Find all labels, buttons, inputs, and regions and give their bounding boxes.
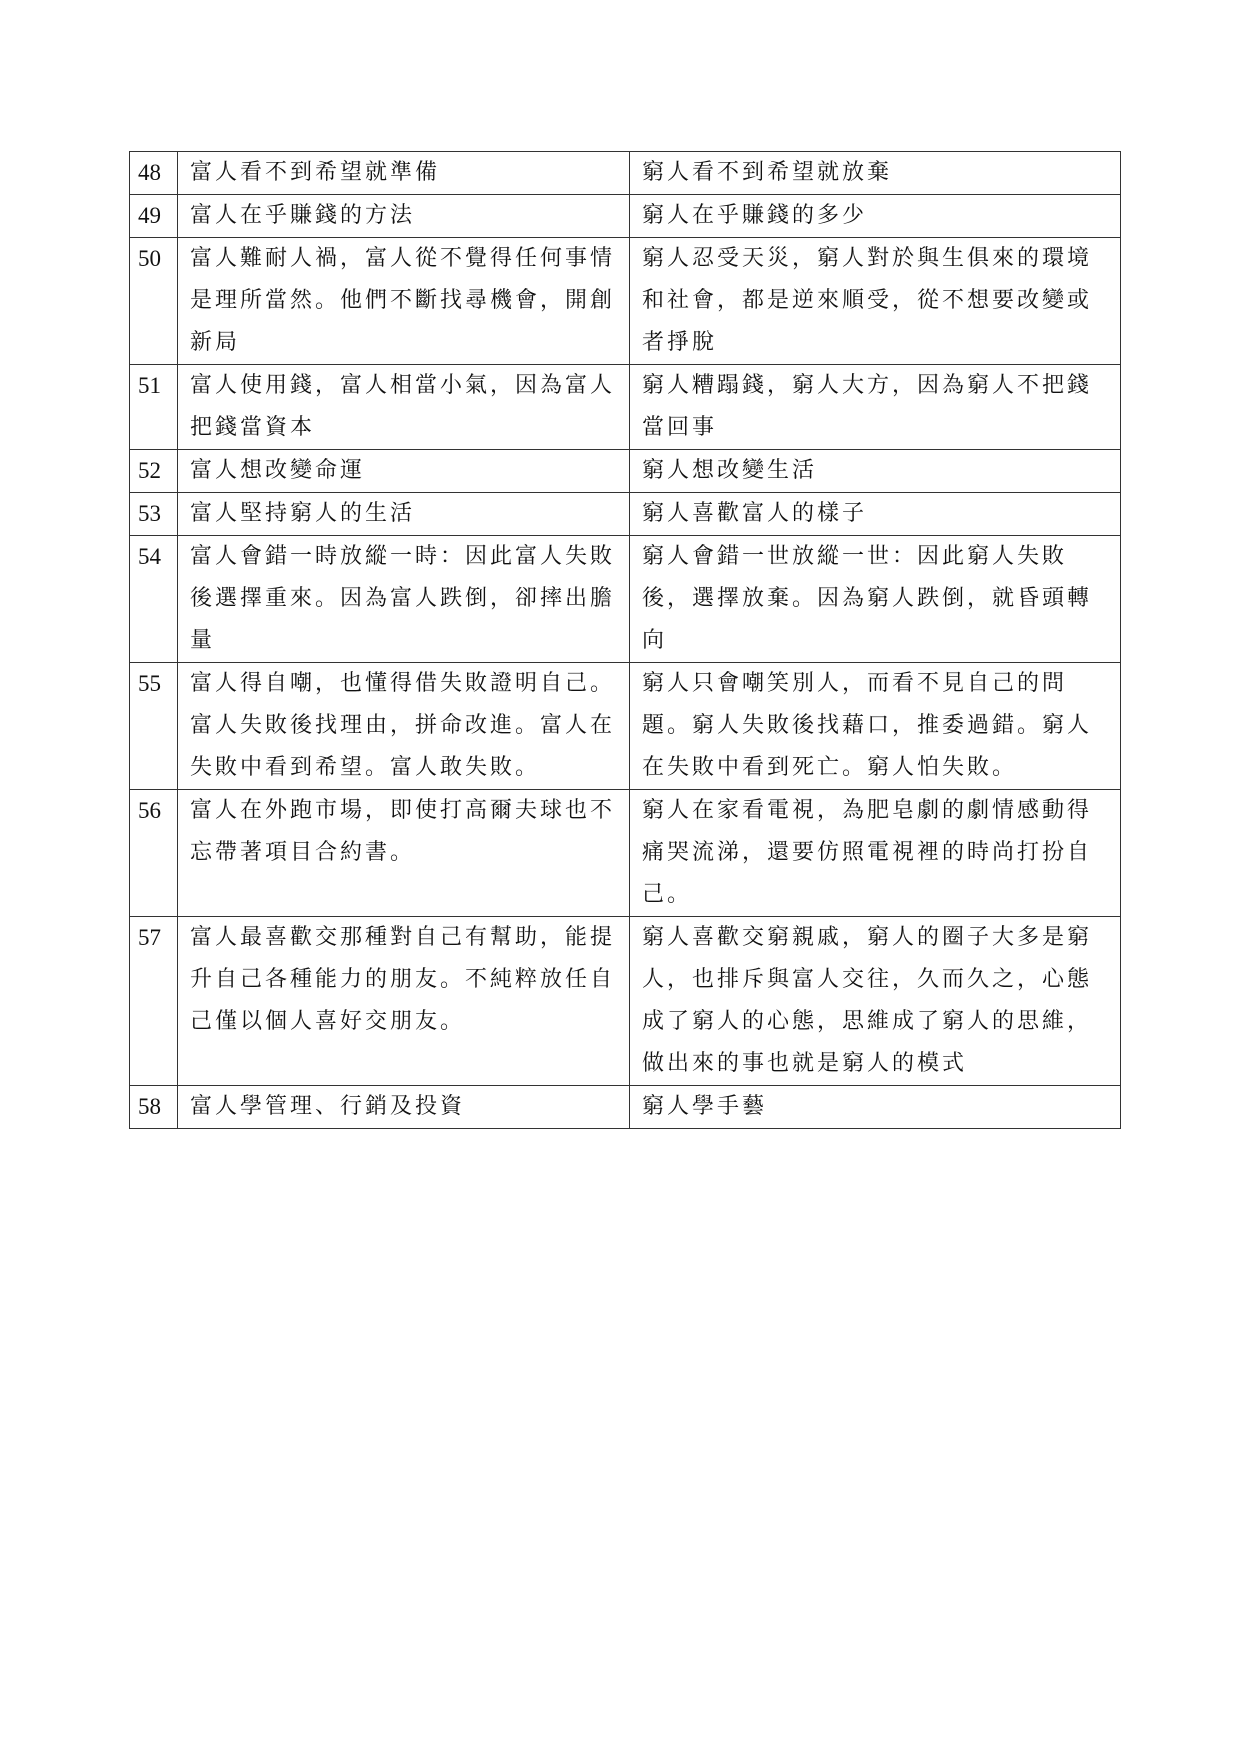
table-row bbox=[130, 917, 1121, 1086]
row-number: 56 bbox=[130, 790, 178, 917]
poor-cell: 窮人想改變生活 bbox=[630, 450, 1121, 493]
rich-cell: 富人在乎賺錢的方法 bbox=[178, 195, 630, 238]
rich-cell: 富人在外跑市場，即使打高爾夫球也不忘帶著項目合約書。 bbox=[178, 790, 630, 917]
table-row bbox=[130, 195, 1121, 238]
table-row bbox=[130, 238, 1121, 365]
poor-cell: 窮人在乎賺錢的多少 bbox=[630, 195, 1121, 238]
table-row bbox=[130, 663, 1121, 790]
document-page bbox=[129, 151, 1120, 1129]
rich-cell: 富人最喜歡交那種對自己有幫助，能提升自己各種能力的朋友。不純粹放任自己僅以個人喜好交朋友。 bbox=[178, 917, 630, 1086]
poor-cell: 窮人只會嘲笑別人，而看不見自己的問題。窮人失敗後找藉口，推委過錯。窮人在失敗中看到死亡。窮人怕失敗。 bbox=[630, 663, 1121, 790]
row-number: 57 bbox=[130, 917, 178, 1086]
row-number: 51 bbox=[130, 365, 178, 450]
rich-cell: 富人堅持窮人的生活 bbox=[178, 493, 630, 536]
table-row bbox=[130, 790, 1121, 917]
row-number: 49 bbox=[130, 195, 178, 238]
rich-cell: 富人學管理、行銷及投資 bbox=[178, 1086, 630, 1129]
rich-cell: 富人想改變命運 bbox=[178, 450, 630, 493]
rich-cell: 富人看不到希望就準備 bbox=[178, 152, 630, 195]
table-row bbox=[130, 152, 1121, 195]
poor-cell: 窮人喜歡交窮親戚，窮人的圈子大多是窮人，也排斥與富人交往，久而久之，心態成了窮人的心態，思維成了窮人的思維，做出來的事也就是窮人的模式 bbox=[630, 917, 1121, 1086]
table-row bbox=[130, 365, 1121, 450]
poor-cell: 窮人在家看電視，為肥皂劇的劇情感動得痛哭流涕，還要仿照電視裡的時尚打扮自己。 bbox=[630, 790, 1121, 917]
poor-cell: 窮人學手藝 bbox=[630, 1086, 1121, 1129]
table-row bbox=[130, 1086, 1121, 1129]
row-number: 54 bbox=[130, 536, 178, 663]
row-number: 55 bbox=[130, 663, 178, 790]
rich-cell: 富人會錯一時放縱一時：因此富人失敗後選擇重來。因為富人跌倒，卻摔出膽量 bbox=[178, 536, 630, 663]
rich-cell: 富人得自嘲，也懂得借失敗證明自己。富人失敗後找理由，拼命改進。富人在失敗中看到希望。富人敢失敗。 bbox=[178, 663, 630, 790]
poor-cell: 窮人會錯一世放縱一世：因此窮人失敗後，選擇放棄。因為窮人跌倒，就昏頭轉向 bbox=[630, 536, 1121, 663]
poor-cell: 窮人喜歡富人的樣子 bbox=[630, 493, 1121, 536]
rich-cell: 富人使用錢，富人相當小氣，因為富人把錢當資本 bbox=[178, 365, 630, 450]
rich-poor-comparison-table bbox=[129, 151, 1121, 1129]
table-row bbox=[130, 450, 1121, 493]
row-number: 53 bbox=[130, 493, 178, 536]
row-number: 58 bbox=[130, 1086, 178, 1129]
poor-cell: 窮人看不到希望就放棄 bbox=[630, 152, 1121, 195]
row-number: 50 bbox=[130, 238, 178, 365]
poor-cell: 窮人忍受天災，窮人對於與生俱來的環境和社會，都是逆來順受，從不想要改變或者掙脫 bbox=[630, 238, 1121, 365]
rich-cell: 富人難耐人禍，富人從不覺得任何事情是理所當然。他們不斷找尋機會，開創新局 bbox=[178, 238, 630, 365]
row-number: 48 bbox=[130, 152, 178, 195]
row-number: 52 bbox=[130, 450, 178, 493]
table-row bbox=[130, 493, 1121, 536]
table-row bbox=[130, 536, 1121, 663]
poor-cell: 窮人糟蹋錢，窮人大方，因為窮人不把錢當回事 bbox=[630, 365, 1121, 450]
